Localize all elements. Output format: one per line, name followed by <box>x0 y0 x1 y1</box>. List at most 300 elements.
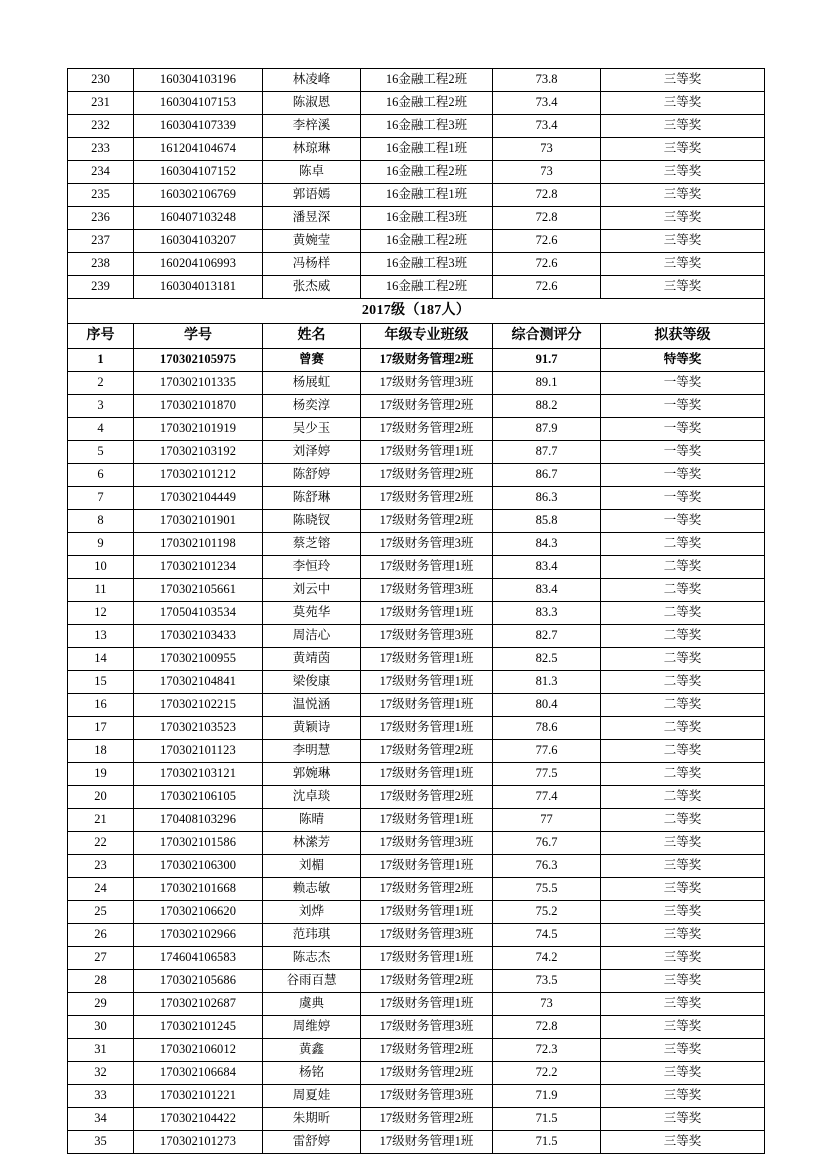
table-row <box>68 69 765 92</box>
cell-award: 二等奖 <box>601 740 765 763</box>
cell-sid: 160304107153 <box>134 92 263 115</box>
cell-class: 17级财务管理2班 <box>361 786 493 809</box>
cell-sid: 170302105686 <box>134 970 263 993</box>
cell-seq: 238 <box>68 253 134 276</box>
cell-name: 陈淑恩 <box>263 92 361 115</box>
column-header-class: 年级专业班级 <box>361 324 493 349</box>
cell-class: 17级财务管理2班 <box>361 464 493 487</box>
cell-award: 二等奖 <box>601 556 765 579</box>
cell-class: 17级财务管理3班 <box>361 579 493 602</box>
cell-sid: 160304107152 <box>134 161 263 184</box>
table-row <box>68 648 765 671</box>
cell-sid: 170302106105 <box>134 786 263 809</box>
table-row <box>68 579 765 602</box>
cell-award: 一等奖 <box>601 510 765 533</box>
cell-sid: 170302101234 <box>134 556 263 579</box>
cell-seq: 30 <box>68 1016 134 1039</box>
cell-sid: 170408103296 <box>134 809 263 832</box>
cell-score: 76.7 <box>493 832 601 855</box>
cell-seq: 7 <box>68 487 134 510</box>
cell-seq: 22 <box>68 832 134 855</box>
column-header-score: 综合测评分 <box>493 324 601 349</box>
cell-class: 17级财务管理3班 <box>361 1085 493 1108</box>
cell-name: 周洁心 <box>263 625 361 648</box>
cell-seq: 34 <box>68 1108 134 1131</box>
cell-name: 吴少玉 <box>263 418 361 441</box>
cell-sid: 170302101273 <box>134 1131 263 1154</box>
cell-sid: 170302103192 <box>134 441 263 464</box>
cell-seq: 18 <box>68 740 134 763</box>
cell-award: 三等奖 <box>601 878 765 901</box>
cell-award: 一等奖 <box>601 464 765 487</box>
cell-sid: 170302102966 <box>134 924 263 947</box>
cell-name: 温悦涵 <box>263 694 361 717</box>
cell-class: 17级财务管理2班 <box>361 970 493 993</box>
cell-score: 74.5 <box>493 924 601 947</box>
cell-name: 周维婷 <box>263 1016 361 1039</box>
cell-class: 16金融工程3班 <box>361 253 493 276</box>
cell-class: 17级财务管理2班 <box>361 418 493 441</box>
cell-score: 71.9 <box>493 1085 601 1108</box>
section-band-row <box>68 299 765 324</box>
cell-score: 82.5 <box>493 648 601 671</box>
table-row <box>68 832 765 855</box>
cell-class: 16金融工程1班 <box>361 138 493 161</box>
cell-award: 二等奖 <box>601 648 765 671</box>
cell-name: 陈晓钗 <box>263 510 361 533</box>
cell-award: 二等奖 <box>601 786 765 809</box>
cell-seq: 12 <box>68 602 134 625</box>
table-row <box>68 901 765 924</box>
cell-sid: 170302106684 <box>134 1062 263 1085</box>
cell-award: 三等奖 <box>601 1016 765 1039</box>
cell-name: 陈志杰 <box>263 947 361 970</box>
table-row <box>68 533 765 556</box>
cell-score: 81.3 <box>493 671 601 694</box>
cell-score: 73.4 <box>493 92 601 115</box>
cell-award: 三等奖 <box>601 1085 765 1108</box>
cell-sid: 170504103534 <box>134 602 263 625</box>
cell-class: 17级财务管理2班 <box>361 740 493 763</box>
cell-name: 陈卓 <box>263 161 361 184</box>
table-row <box>68 253 765 276</box>
table-row <box>68 184 765 207</box>
cell-seq: 29 <box>68 993 134 1016</box>
table-row <box>68 671 765 694</box>
cell-class: 17级财务管理1班 <box>361 556 493 579</box>
table-row <box>68 763 765 786</box>
cell-sid: 170302103433 <box>134 625 263 648</box>
cell-score: 77 <box>493 809 601 832</box>
cell-score: 84.3 <box>493 533 601 556</box>
cell-name: 赖志敏 <box>263 878 361 901</box>
table-row <box>68 487 765 510</box>
cell-award: 三等奖 <box>601 253 765 276</box>
cell-score: 72.6 <box>493 276 601 299</box>
cell-seq: 3 <box>68 395 134 418</box>
table-row <box>68 625 765 648</box>
table-row <box>68 230 765 253</box>
cell-award: 三等奖 <box>601 207 765 230</box>
cell-class: 17级财务管理3班 <box>361 924 493 947</box>
cell-name: 李梓溪 <box>263 115 361 138</box>
cell-class: 17级财务管理1班 <box>361 648 493 671</box>
cell-score: 74.2 <box>493 947 601 970</box>
cell-seq: 2 <box>68 372 134 395</box>
cell-seq: 232 <box>68 115 134 138</box>
table-row <box>68 441 765 464</box>
cell-class: 17级财务管理1班 <box>361 441 493 464</box>
cell-award: 一等奖 <box>601 487 765 510</box>
cell-sid: 170302101901 <box>134 510 263 533</box>
cell-score: 77.4 <box>493 786 601 809</box>
cell-sid: 170302102215 <box>134 694 263 717</box>
cell-class: 17级财务管理2班 <box>361 349 493 372</box>
table-row <box>68 349 765 372</box>
cell-seq: 234 <box>68 161 134 184</box>
cell-score: 71.5 <box>493 1131 601 1154</box>
cell-class: 17级财务管理1班 <box>361 763 493 786</box>
cell-seq: 5 <box>68 441 134 464</box>
cell-name: 黄颖诗 <box>263 717 361 740</box>
cell-name: 曾赛 <box>263 349 361 372</box>
table-row <box>68 276 765 299</box>
cell-class: 17级财务管理1班 <box>361 717 493 740</box>
cell-sid: 170302101870 <box>134 395 263 418</box>
cell-award: 三等奖 <box>601 832 765 855</box>
cell-seq: 236 <box>68 207 134 230</box>
cell-name: 虞典 <box>263 993 361 1016</box>
cell-award: 特等奖 <box>601 349 765 372</box>
cell-seq: 235 <box>68 184 134 207</box>
cell-seq: 10 <box>68 556 134 579</box>
cell-sid: 170302101586 <box>134 832 263 855</box>
cell-seq: 26 <box>68 924 134 947</box>
cell-score: 73 <box>493 138 601 161</box>
cell-score: 73.4 <box>493 115 601 138</box>
cell-seq: 21 <box>68 809 134 832</box>
cell-seq: 35 <box>68 1131 134 1154</box>
cell-score: 87.9 <box>493 418 601 441</box>
cell-seq: 33 <box>68 1085 134 1108</box>
cell-award: 三等奖 <box>601 1131 765 1154</box>
cell-seq: 19 <box>68 763 134 786</box>
cell-seq: 20 <box>68 786 134 809</box>
cell-class: 16金融工程3班 <box>361 207 493 230</box>
column-header-row <box>68 324 765 349</box>
table-row <box>68 878 765 901</box>
cell-seq: 233 <box>68 138 134 161</box>
cell-name: 林潆芳 <box>263 832 361 855</box>
cell-award: 三等奖 <box>601 115 765 138</box>
cell-class: 17级财务管理2班 <box>361 1062 493 1085</box>
cell-award: 三等奖 <box>601 184 765 207</box>
cell-sid: 170302104422 <box>134 1108 263 1131</box>
cell-class: 16金融工程2班 <box>361 161 493 184</box>
table-row <box>68 786 765 809</box>
column-header-name: 姓名 <box>263 324 361 349</box>
cell-seq: 31 <box>68 1039 134 1062</box>
cell-name: 李恒玲 <box>263 556 361 579</box>
cell-name: 陈晴 <box>263 809 361 832</box>
cell-award: 二等奖 <box>601 533 765 556</box>
table-row <box>68 1085 765 1108</box>
cell-name: 冯杨样 <box>263 253 361 276</box>
cell-class: 17级财务管理1班 <box>361 947 493 970</box>
cell-score: 89.1 <box>493 372 601 395</box>
cell-seq: 8 <box>68 510 134 533</box>
cell-sid: 160407103248 <box>134 207 263 230</box>
cell-score: 72.6 <box>493 230 601 253</box>
cell-award: 三等奖 <box>601 947 765 970</box>
cell-seq: 23 <box>68 855 134 878</box>
table-row <box>68 1039 765 1062</box>
cell-score: 72.2 <box>493 1062 601 1085</box>
cell-seq: 14 <box>68 648 134 671</box>
cell-seq: 17 <box>68 717 134 740</box>
cell-class: 17级财务管理2班 <box>361 487 493 510</box>
cell-sid: 170302101919 <box>134 418 263 441</box>
cell-name: 范玮琪 <box>263 924 361 947</box>
cell-seq: 25 <box>68 901 134 924</box>
cell-seq: 237 <box>68 230 134 253</box>
cell-class: 17级财务管理2班 <box>361 878 493 901</box>
column-header-sid: 学号 <box>134 324 263 349</box>
cell-award: 二等奖 <box>601 809 765 832</box>
cell-sid: 161204104674 <box>134 138 263 161</box>
cell-sid: 160204106993 <box>134 253 263 276</box>
cell-seq: 13 <box>68 625 134 648</box>
cell-sid: 170302101123 <box>134 740 263 763</box>
cell-award: 二等奖 <box>601 694 765 717</box>
cell-award: 三等奖 <box>601 161 765 184</box>
cell-name: 张杰威 <box>263 276 361 299</box>
cell-class: 17级财务管理1班 <box>361 602 493 625</box>
cell-class: 16金融工程1班 <box>361 184 493 207</box>
cell-seq: 1 <box>68 349 134 372</box>
cell-name: 陈舒琳 <box>263 487 361 510</box>
cell-award: 三等奖 <box>601 855 765 878</box>
cell-seq: 24 <box>68 878 134 901</box>
cell-sid: 170302101198 <box>134 533 263 556</box>
cell-award: 三等奖 <box>601 1039 765 1062</box>
cell-name: 谷雨百慧 <box>263 970 361 993</box>
cell-score: 83.4 <box>493 556 601 579</box>
cell-seq: 11 <box>68 579 134 602</box>
cell-name: 杨展虹 <box>263 372 361 395</box>
cell-class: 17级财务管理2班 <box>361 1039 493 1062</box>
table-row <box>68 947 765 970</box>
cell-class: 17级财务管理3班 <box>361 372 493 395</box>
cell-name: 沈卓琰 <box>263 786 361 809</box>
cell-seq: 231 <box>68 92 134 115</box>
cell-name: 黄靖茵 <box>263 648 361 671</box>
cell-sid: 160304107339 <box>134 115 263 138</box>
cell-award: 二等奖 <box>601 602 765 625</box>
cell-sid: 160304013181 <box>134 276 263 299</box>
table-row <box>68 855 765 878</box>
cell-name: 刘云中 <box>263 579 361 602</box>
cell-award: 一等奖 <box>601 372 765 395</box>
cell-name: 周夏娃 <box>263 1085 361 1108</box>
cell-score: 75.2 <box>493 901 601 924</box>
cell-score: 82.7 <box>493 625 601 648</box>
cell-sid: 170302100955 <box>134 648 263 671</box>
table-row <box>68 138 765 161</box>
cell-award: 一等奖 <box>601 418 765 441</box>
cell-seq: 28 <box>68 970 134 993</box>
table-row <box>68 510 765 533</box>
table-row <box>68 1131 765 1154</box>
cell-class: 16金融工程2班 <box>361 276 493 299</box>
table-row <box>68 1016 765 1039</box>
table-row <box>68 92 765 115</box>
cell-name: 蔡芝镕 <box>263 533 361 556</box>
cell-name: 杨铭 <box>263 1062 361 1085</box>
cell-score: 80.4 <box>493 694 601 717</box>
cell-score: 87.7 <box>493 441 601 464</box>
cell-score: 85.8 <box>493 510 601 533</box>
cell-score: 83.3 <box>493 602 601 625</box>
cell-sid: 170302106012 <box>134 1039 263 1062</box>
cell-seq: 27 <box>68 947 134 970</box>
cell-award: 一等奖 <box>601 441 765 464</box>
cell-score: 76.3 <box>493 855 601 878</box>
table-row <box>68 1108 765 1131</box>
evaluation-results-table <box>67 68 765 1154</box>
table-row <box>68 602 765 625</box>
cell-score: 86.3 <box>493 487 601 510</box>
cell-class: 17级财务管理1班 <box>361 993 493 1016</box>
cell-award: 二等奖 <box>601 763 765 786</box>
table-row <box>68 161 765 184</box>
cell-score: 86.7 <box>493 464 601 487</box>
cell-sid: 170302101245 <box>134 1016 263 1039</box>
table-row <box>68 970 765 993</box>
table-row <box>68 1062 765 1085</box>
cell-name: 莫苑华 <box>263 602 361 625</box>
cell-class: 16金融工程2班 <box>361 92 493 115</box>
cell-sid: 170302106300 <box>134 855 263 878</box>
cell-seq: 9 <box>68 533 134 556</box>
cell-score: 88.2 <box>493 395 601 418</box>
column-header-award: 拟获等级 <box>601 324 765 349</box>
cell-name: 梁俊康 <box>263 671 361 694</box>
cell-name: 潘昱深 <box>263 207 361 230</box>
cell-sid: 170302101212 <box>134 464 263 487</box>
table-row <box>68 207 765 230</box>
table-row <box>68 694 765 717</box>
cell-name: 郭语嫣 <box>263 184 361 207</box>
cell-score: 77.5 <box>493 763 601 786</box>
column-header-seq: 序号 <box>68 324 134 349</box>
cell-score: 77.6 <box>493 740 601 763</box>
cell-award: 二等奖 <box>601 671 765 694</box>
cell-award: 三等奖 <box>601 1062 765 1085</box>
cell-sid: 170302101221 <box>134 1085 263 1108</box>
table-row <box>68 924 765 947</box>
cell-name: 朱期昕 <box>263 1108 361 1131</box>
cell-class: 17级财务管理3班 <box>361 533 493 556</box>
cell-name: 刘楣 <box>263 855 361 878</box>
cell-class: 17级财务管理3班 <box>361 625 493 648</box>
cell-sid: 170302104449 <box>134 487 263 510</box>
cell-sid: 170302104841 <box>134 671 263 694</box>
cell-name: 刘泽婷 <box>263 441 361 464</box>
cell-score: 73 <box>493 161 601 184</box>
section-band-label: 2017级（187人） <box>68 299 765 324</box>
cell-sid: 170302103523 <box>134 717 263 740</box>
cell-class: 17级财务管理1班 <box>361 694 493 717</box>
cell-score: 73.5 <box>493 970 601 993</box>
cell-award: 三等奖 <box>601 924 765 947</box>
cell-name: 郭婉琳 <box>263 763 361 786</box>
cell-name: 黄鑫 <box>263 1039 361 1062</box>
cell-award: 二等奖 <box>601 625 765 648</box>
cell-class: 17级财务管理1班 <box>361 1131 493 1154</box>
cell-sid: 170302103121 <box>134 763 263 786</box>
cell-class: 17级财务管理3班 <box>361 1016 493 1039</box>
cell-award: 二等奖 <box>601 717 765 740</box>
cell-name: 雷舒婷 <box>263 1131 361 1154</box>
cell-sid: 170302101335 <box>134 372 263 395</box>
cell-sid: 160304103196 <box>134 69 263 92</box>
cell-award: 二等奖 <box>601 579 765 602</box>
cell-sid: 160304103207 <box>134 230 263 253</box>
cell-score: 72.8 <box>493 1016 601 1039</box>
cell-name: 杨奕淳 <box>263 395 361 418</box>
cell-class: 16金融工程3班 <box>361 115 493 138</box>
cell-sid: 174604106583 <box>134 947 263 970</box>
cell-seq: 6 <box>68 464 134 487</box>
cell-class: 17级财务管理1班 <box>361 901 493 924</box>
cell-name: 林琼琳 <box>263 138 361 161</box>
table-row <box>68 809 765 832</box>
cell-score: 73 <box>493 993 601 1016</box>
cell-award: 三等奖 <box>601 1108 765 1131</box>
cell-seq: 230 <box>68 69 134 92</box>
cell-sid: 170302102687 <box>134 993 263 1016</box>
table-row <box>68 372 765 395</box>
cell-name: 黄婉莹 <box>263 230 361 253</box>
cell-name: 陈舒婷 <box>263 464 361 487</box>
cell-award: 三等奖 <box>601 69 765 92</box>
cell-seq: 4 <box>68 418 134 441</box>
table-row <box>68 740 765 763</box>
cell-score: 91.7 <box>493 349 601 372</box>
cell-class: 17级财务管理3班 <box>361 832 493 855</box>
cell-score: 73.8 <box>493 69 601 92</box>
table-body <box>68 69 765 1154</box>
cell-seq: 32 <box>68 1062 134 1085</box>
cell-seq: 15 <box>68 671 134 694</box>
cell-sid: 170302101668 <box>134 878 263 901</box>
cell-score: 72.6 <box>493 253 601 276</box>
table-row <box>68 418 765 441</box>
cell-award: 三等奖 <box>601 138 765 161</box>
cell-seq: 239 <box>68 276 134 299</box>
cell-seq: 16 <box>68 694 134 717</box>
table-row <box>68 115 765 138</box>
cell-class: 16金融工程2班 <box>361 230 493 253</box>
cell-class: 17级财务管理1班 <box>361 809 493 832</box>
table-row <box>68 993 765 1016</box>
cell-award: 三等奖 <box>601 92 765 115</box>
cell-class: 17级财务管理1班 <box>361 671 493 694</box>
cell-name: 林凌峰 <box>263 69 361 92</box>
cell-score: 83.4 <box>493 579 601 602</box>
cell-sid: 160302106769 <box>134 184 263 207</box>
